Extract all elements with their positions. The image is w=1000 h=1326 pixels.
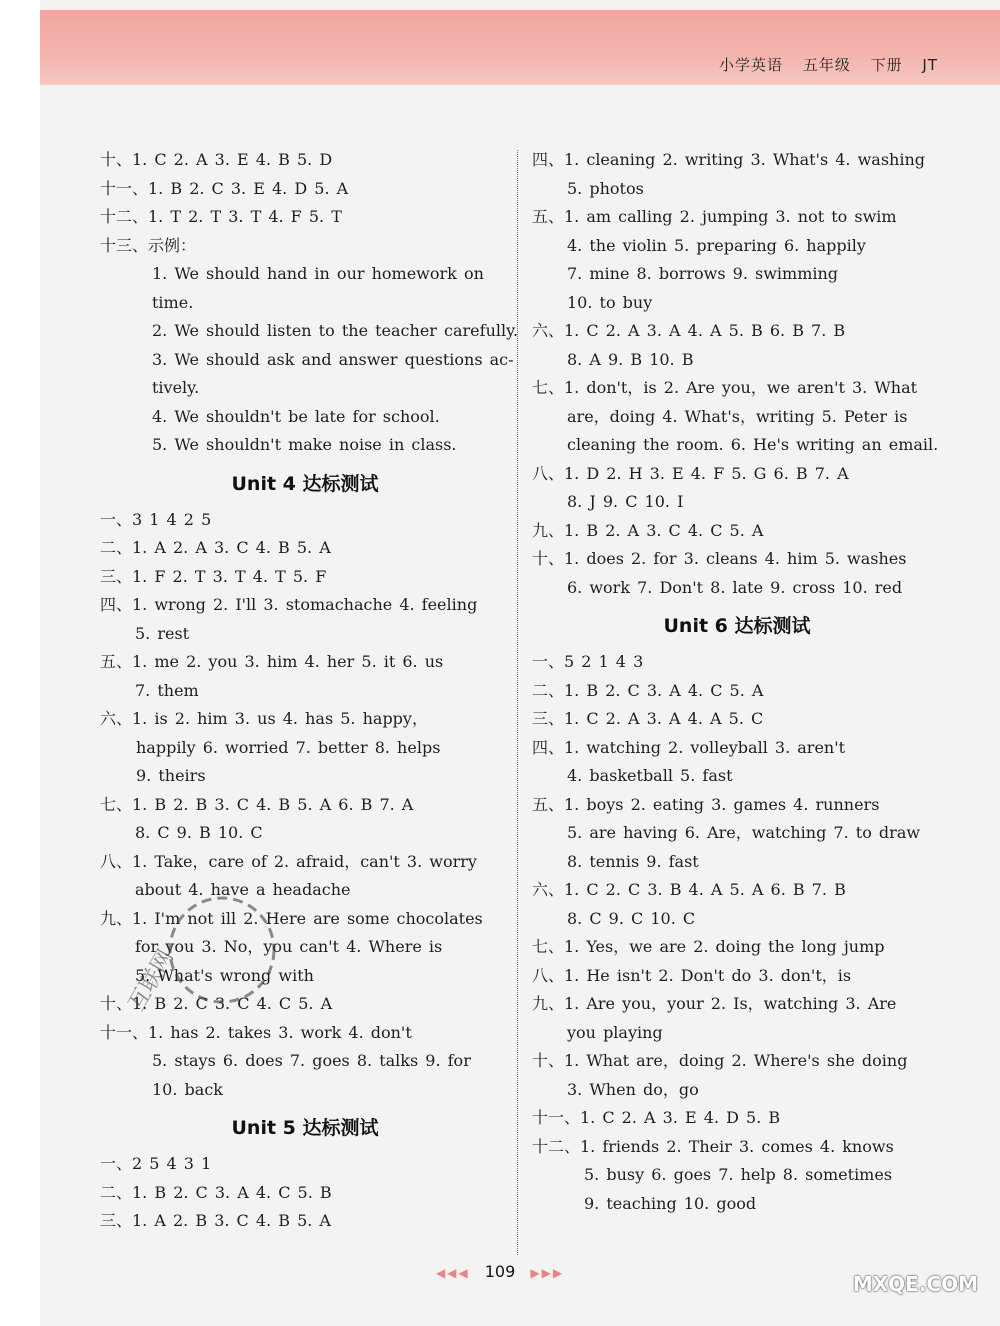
answer-line: 九、1. I'm not ill 2. Here are some chocolates xyxy=(100,908,483,928)
header-edition: JT xyxy=(922,56,938,74)
header-book-info xyxy=(705,54,938,75)
answer-line: 一、5 2 1 4 3 xyxy=(532,652,644,671)
left-answer-column xyxy=(100,146,519,1236)
answer-line: 八、1. He isn't 2. Don't do 3. don't，is xyxy=(532,965,852,985)
answer-line: 10. to buy xyxy=(567,292,653,312)
answer-line: 三、1. F 2. T 3. T 4. T 5. F xyxy=(100,566,327,586)
column-divider xyxy=(517,150,518,1255)
prev-arrows-icon: ◀◀◀ xyxy=(435,1266,470,1280)
answer-line: 十一、1. B 2. C 3. E 4. D 5. A xyxy=(100,178,349,198)
unit-heading: Unit 6 达标测试 xyxy=(663,615,811,637)
answer-line: 7. them xyxy=(135,680,199,700)
answer-line: 四、1. watching 2. volleyball 3. aren't xyxy=(532,737,846,757)
answer-line: 二、1. B 2. C 3. A 4. C 5. A xyxy=(532,680,764,700)
unit-heading: Unit 4 达标测试 xyxy=(231,472,379,495)
answer-line: 1. We should hand in our homework on xyxy=(152,264,484,283)
answer-line: 5. What's wrong with xyxy=(135,965,314,985)
header-subject: 小学英语 xyxy=(719,56,784,74)
answer-line: 9. theirs xyxy=(136,766,206,785)
right-answer-column xyxy=(532,146,942,1218)
answer-line: 9. teaching 10. good xyxy=(584,1193,757,1213)
answer-line: 七、1. don't，is 2. Are you，we aren't 3. What xyxy=(532,378,918,397)
answer-line: 十二、1. friends 2. Their 3. comes 4. knows xyxy=(532,1136,894,1156)
answer-line: you playing xyxy=(567,1022,663,1042)
answer-line: 十、1. B 2. C 3. C 4. C 5. A xyxy=(100,994,333,1013)
watermark: MXQE.COM xyxy=(852,1272,978,1296)
answer-line: 7. mine 8. borrows 9. swimming xyxy=(567,264,839,283)
answer-line: 5. photos xyxy=(567,178,644,198)
answer-line: 三、1. A 2. B 3. C 4. B 5. A xyxy=(100,1211,331,1230)
answer-line: 6. work 7. Don't 8. late 9. cross 10. red xyxy=(567,577,903,597)
answer-line: 十、1. does 2. for 3. cleans 4. him 5. washes xyxy=(532,549,907,568)
stamp-text: 互联网 xyxy=(124,945,179,1016)
answer-line: 二、1. B 2. C 3. A 4. C 5. B xyxy=(100,1182,332,1202)
answer-line: 七、1. B 2. B 3. C 4. B 5. A 6. B 7. A xyxy=(100,794,414,814)
answer-line: 5. We shouldn't make noise in class. xyxy=(152,435,457,454)
answer-line: 七、1. Yes，we are 2. doing the long jump xyxy=(532,937,885,956)
answer-line: 八、1. Take，care of 2. afraid，can't 3. worry xyxy=(100,851,477,871)
answer-line: 8. A 9. B 10. B xyxy=(567,349,694,369)
answer-line: 5. busy 6. goes 7. help 8. sometimes xyxy=(584,1165,893,1184)
answer-line: 四、1. wrong 2. I'll 3. stomachache 4. feeling xyxy=(100,595,478,614)
answer-line: 八、1. D 2. H 3. E 4. F 5. G 6. B 7. A xyxy=(532,463,849,483)
answer-line: 2. We should listen to the teacher carefully. xyxy=(152,321,519,340)
answer-line: 六、1. C 2. A 3. A 4. A 5. B 6. B 7. B xyxy=(532,321,846,340)
answer-line: 8. J 9. C 10. I xyxy=(567,492,684,511)
answer-line: 3. We should ask and answer questions ac- xyxy=(152,349,514,369)
answer-line: 8. C 9. B 10. C xyxy=(135,823,263,842)
answer-line: are，doing 4. What's，writing 5. Peter is xyxy=(567,406,908,426)
answer-line: 5. rest xyxy=(135,623,190,643)
answer-line: time. xyxy=(152,292,194,312)
answer-line: 8. C 9. C 10. C xyxy=(567,908,696,928)
answer-line: 4. We shouldn't be late for school. xyxy=(152,406,440,426)
answer-line: 3. When do，go xyxy=(567,1079,699,1099)
next-arrows-icon: ▶▶▶ xyxy=(530,1266,565,1280)
answer-line: 十一、1. C 2. A 3. E 4. D 5. B xyxy=(532,1108,781,1127)
answer-line: cleaning the room. 6. He's writing an email. xyxy=(567,435,939,454)
answer-line: 二、1. A 2. A 3. C 4. B 5. A xyxy=(100,538,331,557)
answer-line: 五、1. me 2. you 3. him 4. her 5. it 6. us xyxy=(100,652,444,671)
answer-line: 10. back xyxy=(152,1079,223,1099)
page-number: 109 xyxy=(484,1262,516,1281)
answer-line: 五、1. am calling 2. jumping 3. not to swim xyxy=(532,207,897,226)
answer-line: 一、2 5 4 3 1 xyxy=(100,1154,212,1173)
answer-line: 5. are having 6. Are，watching 7. to draw xyxy=(567,823,921,842)
answer-line: 4. basketball 5. fast xyxy=(567,766,733,785)
answer-line: 十二、1. T 2. T 3. T 4. F 5. T xyxy=(100,207,342,226)
answer-line: about 4. have a headache xyxy=(135,880,351,899)
answer-line: 5. stays 6. does 7. goes 8. talks 9. for xyxy=(152,1051,471,1070)
answer-line: 一、3 1 4 2 5 xyxy=(100,509,212,529)
answer-line: 四、1. cleaning 2. writing 3. What's 4. washing xyxy=(532,150,926,169)
answer-line: 三、1. C 2. A 3. A 4. A 5. C xyxy=(532,709,764,728)
answer-line: for you 3. No，you can't 4. Where is xyxy=(135,937,443,956)
answer-line: 六、1. C 2. C 3. B 4. A 5. A 6. B 7. B xyxy=(532,880,846,899)
answer-line: 九、1. B 2. A 3. C 4. C 5. A xyxy=(532,520,764,540)
header-grade: 五年级 xyxy=(802,56,851,74)
answer-line: tively. xyxy=(152,378,200,397)
answer-line: 8. tennis 9. fast xyxy=(567,851,699,871)
header-volume: 下册 xyxy=(870,56,903,74)
page-header xyxy=(40,10,1000,85)
answer-line: 十、1. C 2. A 3. E 4. B 5. D xyxy=(100,150,333,169)
answer-line: 十一、1. has 2. takes 3. work 4. don't xyxy=(100,1022,412,1042)
page-margin xyxy=(0,0,40,1326)
answer-line: 十三、示例： xyxy=(100,235,197,255)
page-footer xyxy=(0,1262,1000,1281)
answer-line: happily 6. worried 7. better 8. helps xyxy=(136,737,441,757)
answer-line: 六、1. is 2. him 3. us 4. has 5. happy， xyxy=(100,709,428,728)
answer-line: 九、1. Are you，your 2. Is，watching 3. Are xyxy=(532,994,897,1013)
answer-line: 4. the violin 5. preparing 6. happily xyxy=(567,235,866,255)
unit-heading: Unit 5 达标测试 xyxy=(231,1117,379,1139)
answer-line: 十、1. What are，doing 2. Where's she doing xyxy=(532,1051,908,1070)
answer-line: 五、1. boys 2. eating 3. games 4. runners xyxy=(532,794,880,814)
